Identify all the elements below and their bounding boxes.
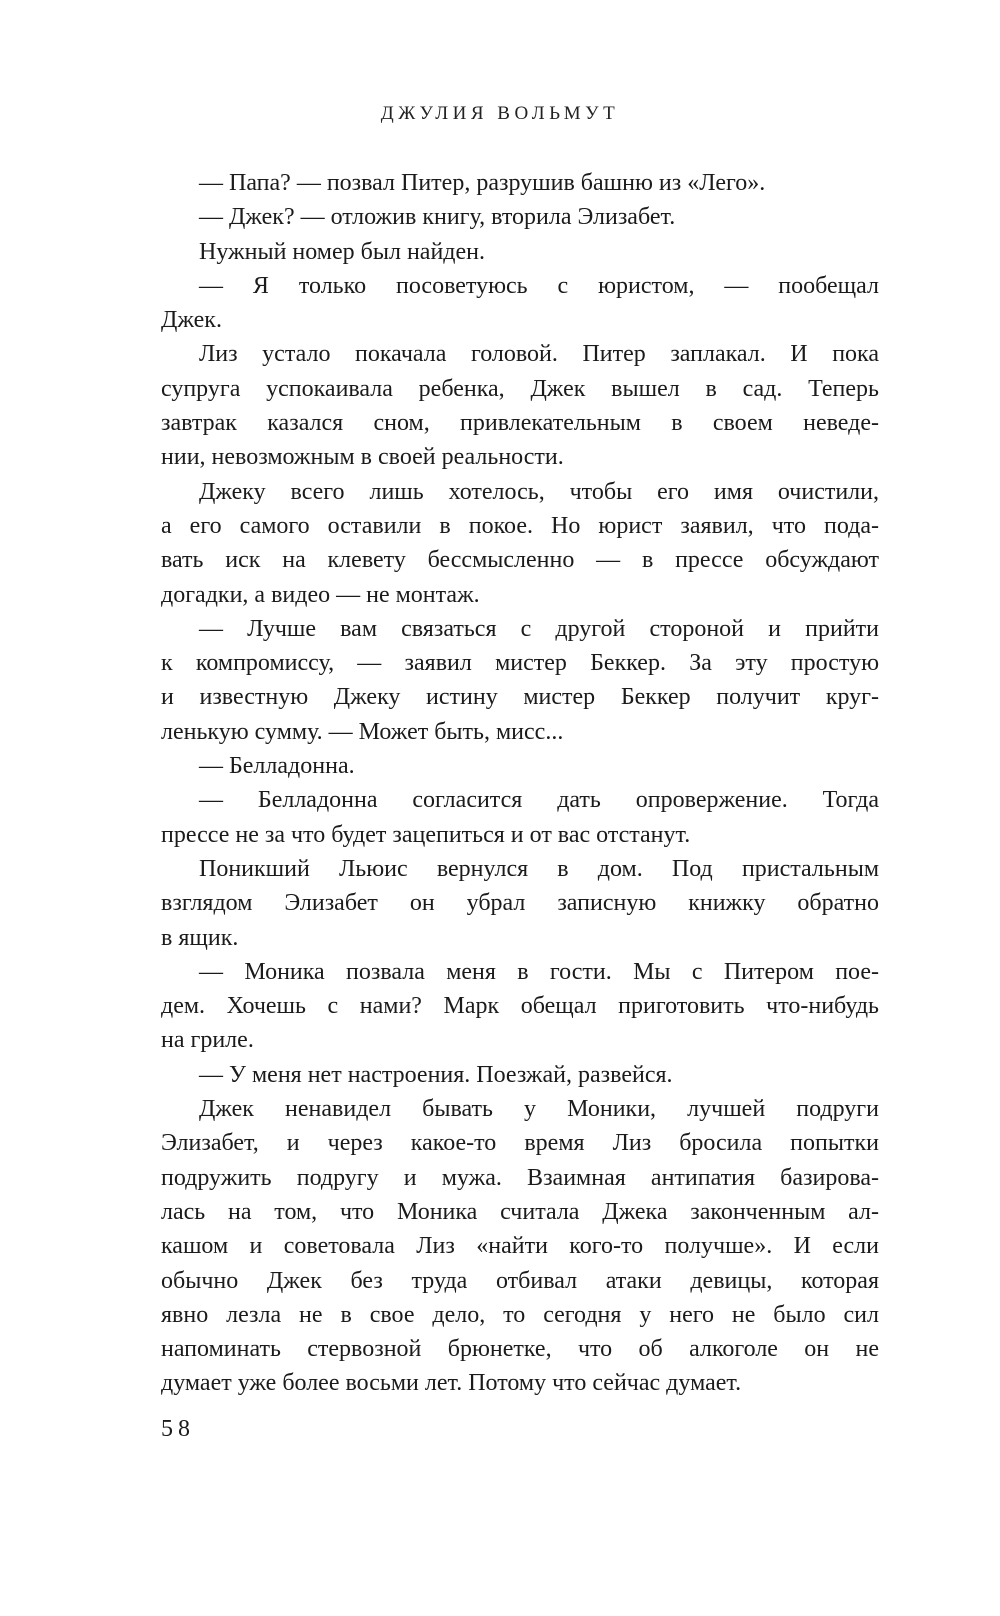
text-line: Поникший Льюис вернулся в дом. Под пристальным [199,855,879,882]
text-line: Джек. [161,307,222,334]
paragraph [161,612,879,749]
text-line: — Джек? — отложив книгу, вторила Элизабет. [199,204,676,231]
text-line: — Я только посоветуюсь с юристом, — пообещал [199,272,879,299]
text-line: прессе не за что будет зацепиться и от вас отстанут. [161,821,691,848]
text-line: догадки, а видео — не монтаж. [161,581,480,608]
text-line: — Белладонна. [199,753,355,780]
text-line: Джек ненавидел бывать у Моники, лучшей подруги [199,1096,879,1123]
text-block [161,166,879,1401]
paragraph [161,749,879,783]
paragraph [161,852,879,955]
text-line: нии, невозможным в своей реальности. [161,444,564,471]
text-line: к компромиссу, — заявил мистер Беккер. За эту простую [161,650,879,677]
running-header: ДЖУЛИЯ ВОЛЬМУТ [380,103,620,124]
paragraph [161,475,879,612]
paragraph [161,783,879,852]
paragraph [161,166,879,200]
text-line: напоминать стервозной брюнетке, что об алкоголе он не [161,1336,879,1363]
paragraph [161,955,879,1058]
text-line: кашом и советовала Лиз «найти кого-то получше». И если [161,1233,879,1260]
text-line: на гриле. [161,1027,254,1054]
text-line: вать иск на клевету бессмысленно — в прессе обсуждают [161,547,879,574]
paragraph [161,1092,879,1401]
paragraph [161,337,879,474]
text-line: — Белладонна согласится дать опровержение. Тогда [199,787,879,814]
text-line: — Лучше вам связаться с другой стороной и прийти [199,615,879,642]
text-line: — У меня нет настроения. Поезжай, развейся. [199,1061,673,1088]
text-line: подружить подругу и мужа. Взаимная антипатия базирова- [161,1164,879,1191]
text-line: обычно Джек без труда отбивал атаки девицы, которая [161,1267,879,1294]
paragraph [161,269,879,338]
text-line: дем. Хочешь с нами? Марк обещал приготовить что-нибудь [161,993,879,1020]
text-line: — Моника позвала меня в гости. Мы с Питером пое- [199,958,879,985]
text-line: явно лезла не в свое дело, то сегодня у него не было сил [161,1301,879,1328]
text-line: Элизабет, и через какое-то время Лиз бросила попытки [161,1130,879,1157]
text-line: супруга успокаивала ребенка, Джек вышел в сад. Теперь [161,375,879,402]
paragraph [161,200,879,234]
text-line: взглядом Элизабет он убрал записную книжку обратно [161,890,879,917]
text-line: и известную Джеку истину мистер Беккер получит круг- [161,684,879,711]
text-line: завтрак казался сном, привлекательным в своем неведе- [161,410,879,437]
text-line: думает уже более восьми лет. Потому что сейчас думает. [161,1370,742,1397]
text-line: а его самого оставили в покое. Но юрист заявил, что пода- [161,512,879,539]
text-line: — Папа? — позвал Питер, разрушив башню из «Лего». [199,170,766,196]
text-line: Нужный номер был найден. [199,238,485,265]
text-line: Джеку всего лишь хотелось, чтобы его имя очистили, [199,478,879,505]
paragraph [161,235,879,269]
text-line: в ящик. [161,924,239,951]
text-line: лась на том, что Моника считала Джека законченным ал- [161,1198,879,1225]
page-number: 58 [161,1416,195,1442]
text-line: ленькую сумму. — Может быть, мисс... [161,718,564,745]
paragraph [161,1058,879,1092]
text-line: Лиз устало покачала головой. Питер заплакал. И пока [199,341,879,368]
